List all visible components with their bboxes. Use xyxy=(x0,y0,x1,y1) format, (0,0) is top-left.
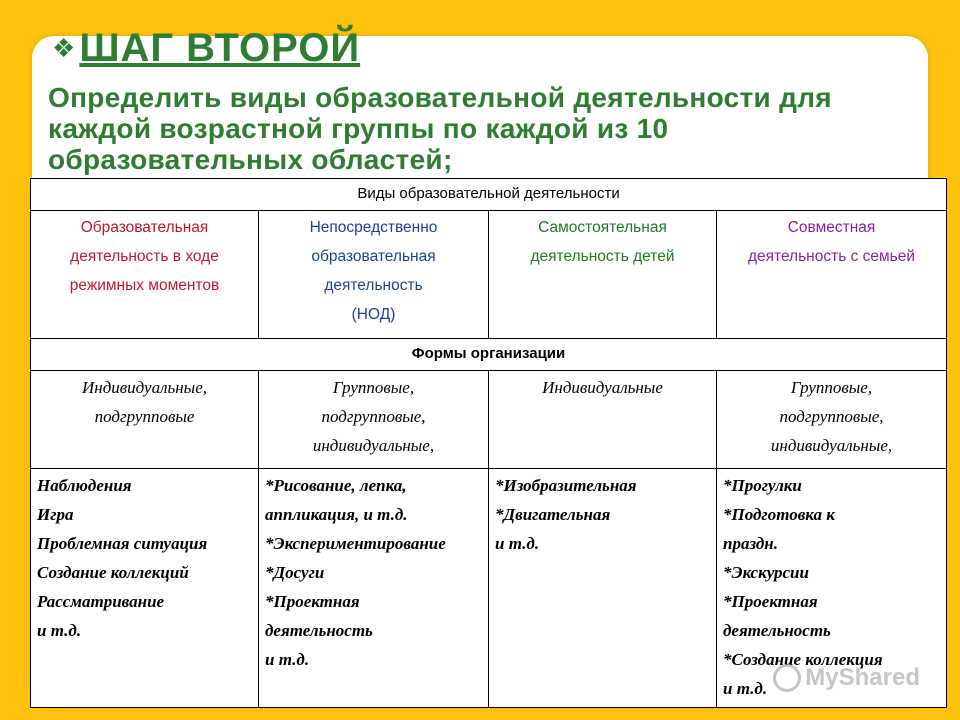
diamond-bullet-icon: ❖ xyxy=(52,33,76,63)
table-row xyxy=(31,371,947,469)
cell-line: *Подготовка к xyxy=(723,505,835,524)
cell-line: деятельность xyxy=(324,277,423,294)
cell-line: *Двигательная xyxy=(495,505,611,524)
activity-type-cell xyxy=(717,211,947,339)
activity-type-cell xyxy=(259,211,489,339)
cell-line: и т.д. xyxy=(723,679,768,698)
watermark-text: MyShared xyxy=(805,664,920,691)
cell-line: *Создание коллекция xyxy=(723,650,883,669)
form-cell xyxy=(31,371,259,469)
form-cell xyxy=(489,371,717,469)
subtitle-line: Определить виды образовательной деятельности для xyxy=(48,82,832,113)
cell-line: режимных моментов xyxy=(69,277,220,294)
cell-line: деятельность с семьей xyxy=(747,248,916,265)
cell-line: подгрупповые, xyxy=(321,407,426,426)
cell-line: Непосредственно xyxy=(309,219,438,236)
examples-cell xyxy=(489,469,717,708)
cell-line: *Прогулки xyxy=(723,476,802,495)
cell-line: Совместная xyxy=(787,219,876,236)
cell-line: подгрупповые, xyxy=(779,407,884,426)
cell-line: деятельность детей xyxy=(530,248,675,265)
form-cell xyxy=(717,371,947,469)
subtitle-line: образовательных областей; xyxy=(48,144,453,175)
examples-cell xyxy=(259,469,489,708)
cell-line: и т.д. xyxy=(37,621,82,640)
cell-line: (НОД) xyxy=(351,306,396,323)
cell-line: и т.д. xyxy=(265,650,310,669)
cell-line: Индивидуальные xyxy=(542,378,663,397)
slide-subtitle xyxy=(48,82,928,175)
table-row xyxy=(31,179,947,211)
cell-line: *Проектная xyxy=(265,592,360,611)
activities-table xyxy=(30,178,947,708)
activity-types-header: Виды образовательной деятельности xyxy=(31,179,947,211)
cell-line: Индивидуальные, xyxy=(81,378,207,397)
cell-line: деятельность в ходе xyxy=(70,248,219,265)
examples-cell xyxy=(31,469,259,708)
cell-line: *Рисование, лепка, xyxy=(265,476,407,495)
cell-line: деятельность xyxy=(723,621,831,640)
cell-line: индивидуальные, xyxy=(312,436,435,455)
cell-line: деятельность xyxy=(265,621,373,640)
cell-line: Самостоятельная xyxy=(538,219,667,236)
table-row xyxy=(31,211,947,339)
cell-line: *Экскурсии xyxy=(723,563,809,582)
table-row xyxy=(31,339,947,371)
cell-line: Проблемная ситуация xyxy=(37,534,208,553)
watermark xyxy=(773,664,920,692)
cell-line: Групповые, xyxy=(332,378,415,397)
mysharedlogo-icon xyxy=(773,664,801,692)
cell-line: *Экспериментирование xyxy=(265,534,446,553)
cell-line: праздн. xyxy=(723,534,778,553)
cell-line: Наблюдения xyxy=(37,476,132,495)
cell-line: индивидуальные, xyxy=(770,436,893,455)
forms-header: Формы организации xyxy=(31,339,947,371)
cell-line: и т.д. xyxy=(495,534,540,553)
cell-line: подгрупповые xyxy=(94,407,195,426)
slide-title: ШАГ ВТОРОЙ xyxy=(79,26,361,70)
cell-line: *Изобразительная xyxy=(495,476,637,495)
cell-line: *Досуги xyxy=(265,563,325,582)
cell-line: аппликация, и т.д. xyxy=(265,505,408,524)
cell-line: Игра xyxy=(37,505,74,524)
cell-line: Рассматривание xyxy=(37,592,165,611)
cell-line: *Проектная xyxy=(723,592,818,611)
cell-line: образовательная xyxy=(311,248,436,265)
activity-type-cell xyxy=(31,211,259,339)
activity-type-cell xyxy=(489,211,717,339)
cell-line: Групповые, xyxy=(790,378,873,397)
slide-heading xyxy=(52,28,360,68)
cell-line: Образовательная xyxy=(80,219,209,236)
cell-line: Создание коллекций xyxy=(37,563,189,582)
form-cell xyxy=(259,371,489,469)
subtitle-line: каждой возрастной группы по каждой из 10 xyxy=(48,113,669,144)
